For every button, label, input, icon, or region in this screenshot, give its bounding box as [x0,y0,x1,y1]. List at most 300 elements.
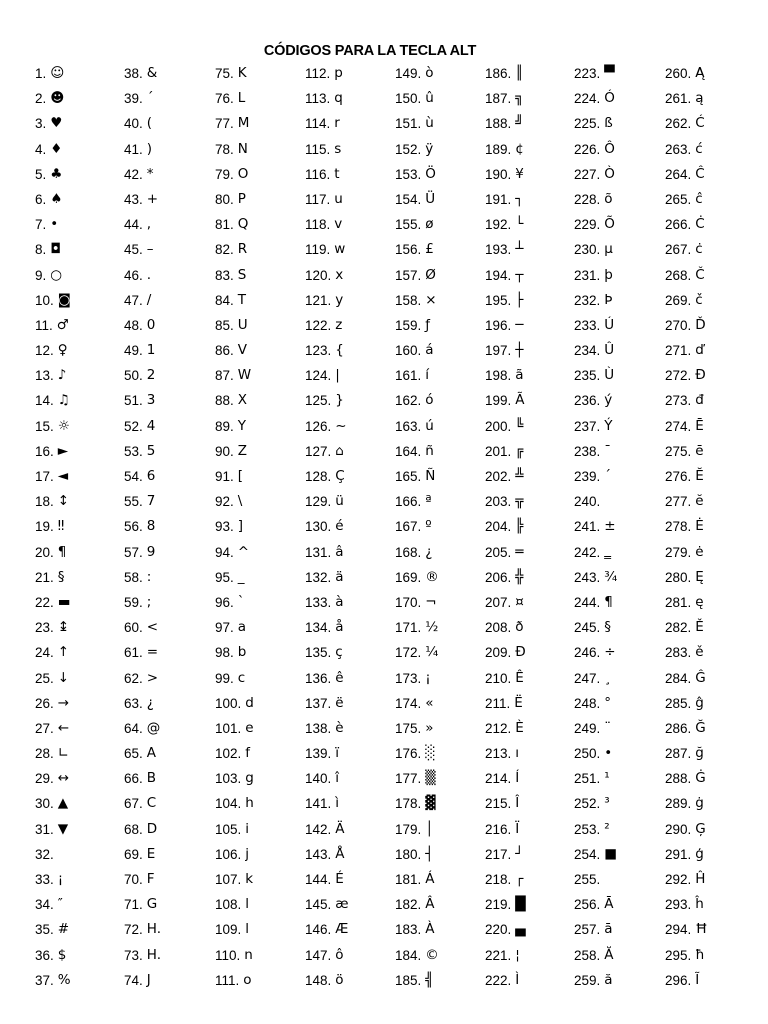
alt-code-character: Å [335,845,345,862]
alt-code-character: Ĕ [695,468,704,484]
code-entry [35,111,125,136]
code-entry [35,489,125,514]
code-entry [665,338,755,363]
alt-code-character: * [146,165,154,182]
alt-code-character: ▲ [57,795,69,812]
alt-code-character: È [515,719,524,736]
alt-code-character: ġ [695,795,704,812]
alt-code-character: ¤ [515,593,524,610]
alt-code-character: v [334,216,343,233]
alt-code-number: 19. [35,519,54,535]
alt-code-character: ` [237,593,245,610]
code-entry [485,61,575,86]
code-entry [124,263,214,288]
alt-code-character: Î [515,795,520,812]
code-entry [35,590,125,615]
code-entry [124,817,214,842]
alt-code-character: ╠ [515,518,524,535]
alt-code-character: Ë [514,694,523,711]
code-entry [124,917,214,942]
alt-code-character: Á [425,871,435,887]
alt-code-number: 89. [215,418,234,434]
alt-code-number: 147. [305,947,332,963]
alt-code-character: Ì [515,971,520,988]
alt-code-character: } [335,392,344,409]
alt-code-character: 6 [146,468,156,484]
code-entry [665,716,755,741]
alt-code-character: Q [237,216,249,233]
alt-code-number: 244. [574,594,601,610]
alt-code-character: T [237,291,247,308]
alt-code-number: 24. [35,645,54,661]
code-entry [35,640,125,665]
code-entry [35,414,125,439]
alt-code-number: 256. [574,897,601,913]
alt-code-number: 152. [395,141,422,157]
alt-code-character: f [245,745,251,762]
alt-code-number: 70. [124,872,143,887]
alt-code-character: ā [604,921,613,938]
alt-code-character: Ã [515,392,525,409]
alt-codes-table [0,61,768,1001]
alt-code-character: o [243,971,252,988]
code-entry [215,263,305,288]
alt-code-number: 185. [395,972,422,988]
alt-code-character: [ [237,468,244,484]
alt-code-number: 242. [574,544,601,560]
code-entry [305,842,395,867]
alt-code-number: 293. [665,897,692,913]
alt-code-character: ð [515,619,524,636]
alt-code-number: 268. [665,267,692,283]
alt-code-number: 231. [574,267,601,283]
alt-code-character: ĥ [695,896,704,913]
alt-code-number: 17. [35,469,54,484]
alt-code-number: 95. [215,569,234,585]
code-entry [395,640,485,665]
alt-code-number: 213. [485,746,512,762]
code-entry [485,943,575,968]
alt-code-character: 9 [146,543,156,560]
code-entry [305,212,395,237]
alt-code-character: Đ [695,367,706,384]
alt-code-character: Ý [604,417,613,434]
alt-code-number: 148. [305,972,332,988]
alt-code-number: 141. [305,796,332,812]
alt-code-character: ó [425,392,434,409]
code-entry [124,892,214,917]
alt-code-number: 179. [395,821,422,837]
code-entry [215,867,305,892]
alt-code-number: 214. [485,771,512,787]
codes-column [305,61,395,993]
code-entry [305,917,395,942]
alt-code-number: 222. [485,972,512,988]
alt-code-number: 23. [35,620,54,636]
code-entry [215,666,305,691]
alt-code-character: ♦ [50,140,63,157]
alt-code-character: Û [604,342,615,359]
alt-code-character: W [237,367,252,384]
alt-code-number: 171. [395,620,422,636]
alt-code-number: 193. [485,242,512,258]
alt-code-character: õ [604,190,613,207]
alt-code-character: N [237,140,248,157]
alt-code-character: d [245,694,254,711]
code-entry [665,615,755,640]
alt-code-number: 34. [35,897,54,913]
alt-code-number: 167. [395,519,422,535]
alt-code-character: Ģ [695,820,706,837]
alt-code-character: ģ [695,845,704,862]
alt-code-character: █ [515,896,526,913]
alt-code-number: 249. [574,720,601,736]
alt-code-character: U [237,316,248,333]
alt-code-character: ♣ [50,165,63,182]
code-entry [124,540,214,565]
code-entry [485,464,575,489]
alt-code-number: 38. [124,66,143,81]
alt-code-number: 25. [35,670,54,686]
code-entry [395,741,485,766]
alt-code-number: 103. [215,771,242,787]
alt-code-character: h [245,795,254,812]
alt-code-character: © [425,946,439,963]
code-entry [124,867,214,892]
code-entry [124,237,214,262]
alt-code-number: 43. [124,191,143,207]
alt-code-character: Ħ [695,921,708,938]
alt-code-number: 130. [305,519,332,535]
alt-code-character: ↕ [57,493,70,510]
code-entry [215,414,305,439]
alt-code-number: 4. [35,141,47,157]
alt-code-character: ╝ [515,115,524,132]
code-entry [124,691,214,716]
code-entry [574,263,664,288]
alt-code-character: ↑ [57,644,70,661]
alt-code-number: 78. [215,141,234,157]
codes-column [215,61,305,993]
code-entry [215,968,305,993]
alt-code-number: 10. [35,292,54,308]
alt-code-character: À [425,921,435,938]
alt-code-number: 102. [215,746,242,762]
code-entry [305,540,395,565]
alt-code-number: 281. [665,594,692,610]
code-entry [574,338,664,363]
code-entry [35,464,125,489]
alt-code-number: 289. [665,796,692,812]
code-entry [305,388,395,413]
code-entry [665,464,755,489]
code-entry [485,388,575,413]
alt-code-character: ■ [604,845,618,862]
alt-code-number: 36. [35,947,54,963]
alt-code-number: 93. [215,519,234,535]
code-entry [574,842,664,867]
alt-code-number: 163. [395,418,422,434]
alt-code-number: 178. [395,796,422,812]
alt-code-number: 292. [665,872,692,887]
code-entry [305,363,395,388]
code-entry [305,86,395,111]
alt-code-number: 219. [485,897,512,913]
alt-code-character: D [146,820,158,837]
alt-code-number: 91. [215,469,234,484]
alt-code-number: 291. [665,846,692,862]
alt-code-character: ÷ [604,644,616,661]
code-entry [215,137,305,162]
alt-code-number: 173. [395,670,422,686]
alt-code-number: 64. [124,720,143,736]
code-entry [35,86,125,111]
alt-code-character: Ă [604,946,614,963]
code-entry [215,565,305,590]
alt-code-number: 88. [215,393,234,409]
code-entry [485,111,575,136]
alt-code-number: 55. [124,494,143,510]
code-entry [574,61,664,86]
alt-code-number: 156. [395,242,422,258]
code-entry [124,86,214,111]
alt-code-number: 15. [35,418,54,434]
alt-code-character: 3 [146,392,156,409]
code-entry [665,514,755,539]
alt-code-number: 196. [485,317,512,333]
alt-code-character: B [146,770,157,787]
alt-code-character: é [335,518,344,535]
alt-code-number: 85. [215,317,234,333]
code-entry [305,439,395,464]
alt-code-number: 188. [485,116,512,132]
alt-code-number: 276. [665,469,692,484]
alt-code-character: ♥ [50,115,63,132]
alt-code-character: ¯ [604,442,612,459]
code-entry [305,766,395,791]
alt-code-number: 243. [574,569,601,585]
alt-code-number: 204. [485,519,512,535]
alt-code-character: a [237,619,247,636]
alt-code-character: g [245,770,254,787]
code-entry [574,439,664,464]
alt-code-character: × [425,291,437,308]
alt-code-character: ┬ [515,266,524,283]
code-entry [665,842,755,867]
code-entry [485,892,575,917]
code-entry [215,791,305,816]
alt-code-number: 251. [574,771,601,787]
alt-code-number: 143. [305,846,332,862]
alt-code-number: 75. [215,66,234,81]
alt-code-character: ö [335,971,344,988]
code-entry [35,263,125,288]
alt-code-character: ╦ [515,493,524,510]
code-entry [485,716,575,741]
code-entry [305,943,395,968]
alt-code-number: 225. [574,116,601,132]
alt-code-character: | [335,367,340,384]
alt-code-character: ♀ [57,342,68,359]
alt-code-number: 71. [124,897,143,913]
code-entry [485,590,575,615]
alt-code-character: ç [335,644,343,661]
code-entry [305,691,395,716]
code-entry [395,338,485,363]
alt-code-character: Ğ [695,719,706,736]
alt-code-number: 287. [665,746,692,762]
code-entry [665,237,755,262]
code-entry [395,842,485,867]
alt-code-number: 31. [35,821,54,837]
code-entry [665,489,755,514]
alt-code-character: ─ [515,316,524,333]
code-entry [305,968,395,993]
alt-code-number: 228. [574,191,601,207]
alt-code-number: 217. [485,846,512,862]
alt-code-character: Ć [695,115,705,132]
code-entry [35,540,125,565]
alt-code-character: Ď [695,316,706,333]
alt-code-character: Ĉ [695,165,705,182]
alt-code-number: 14. [35,393,54,409]
alt-code-character: Ą [695,65,705,81]
code-entry [124,766,214,791]
code-entry [305,867,395,892]
alt-code-character: ý [604,392,613,409]
alt-code-number: 234. [574,343,601,359]
alt-code-number: 207. [485,594,512,610]
code-entry [665,439,755,464]
code-entry [35,716,125,741]
alt-code-number: 296. [665,972,692,988]
code-entry [35,514,125,539]
code-entry [35,842,125,867]
alt-code-number: 100. [215,695,242,711]
alt-code-character: ▼ [57,820,69,837]
code-entry [215,111,305,136]
alt-code-number: 191. [485,191,512,207]
alt-code-number: 101. [215,720,242,736]
alt-code-character: b [237,644,247,661]
alt-code-character: è [335,719,344,736]
alt-code-number: 60. [124,620,143,636]
alt-code-character: Ø [425,266,436,283]
code-entry [485,439,575,464]
code-entry [395,263,485,288]
alt-code-character: 7 [146,493,156,510]
code-entry [574,414,664,439]
alt-code-number: 72. [124,922,143,938]
code-entry [35,943,125,968]
alt-code-number: 209. [485,645,512,661]
alt-code-character: ═ [515,543,524,560]
code-entry [305,263,395,288]
code-entry [35,313,125,338]
alt-code-number: 50. [124,368,143,384]
alt-code-number: 3. [35,116,47,132]
alt-code-character: ‗ [604,543,612,560]
code-entry [395,817,485,842]
alt-code-character: 0 [146,316,156,333]
alt-code-character: Ù [604,367,615,384]
alt-code-number: 115. [305,141,331,157]
alt-code-character: ù [425,115,434,132]
alt-code-character: ┐ [515,190,524,207]
alt-code-number: 175. [395,720,422,736]
alt-code-number: 189. [485,141,512,157]
alt-code-character: ] [237,518,244,535]
alt-code-character: ┌ [515,871,524,887]
code-entry [665,590,755,615]
code-entry [574,514,664,539]
alt-code-number: 245. [574,620,601,636]
alt-code-number: 104. [215,796,242,812]
code-entry [124,137,214,162]
alt-code-number: 114. [305,116,331,132]
alt-code-character: Ę [695,568,704,585]
code-entry [215,640,305,665]
alt-code-number: 208. [485,620,512,636]
code-entry [35,187,125,212]
alt-code-character: ã [515,367,524,384]
alt-code-character: ← [57,719,70,736]
alt-code-character: ► [57,442,69,459]
alt-code-character: ô [335,946,344,963]
code-entry [124,363,214,388]
code-entry [124,565,214,590]
code-entry [395,691,485,716]
alt-code-number: 66. [124,771,143,787]
alt-code-number: 99. [215,670,234,686]
alt-code-number: 123. [305,343,332,359]
code-entry [395,388,485,413]
code-entry [215,590,305,615]
alt-code-character: ┘ [515,845,524,862]
alt-code-number: 220. [485,922,512,938]
code-entry [215,439,305,464]
code-entry [124,640,214,665]
code-entry [305,464,395,489]
code-entry [35,388,125,413]
alt-code-number: 124. [305,368,332,384]
alt-code-number: 8. [35,242,47,258]
alt-code-character: ┤ [425,845,434,862]
alt-code-character: å [335,619,344,636]
alt-code-number: 56. [124,519,143,535]
alt-code-character: H. [146,921,161,938]
alt-code-number: 90. [215,443,234,459]
alt-code-number: 59. [124,594,143,610]
alt-code-number: 180. [395,846,422,862]
code-entry [665,414,755,439]
alt-code-number: 127. [305,443,332,459]
alt-code-character: ė [695,543,704,560]
alt-code-character: ä [335,568,344,585]
code-entry [35,61,125,86]
code-entry [395,137,485,162]
alt-code-number: 202. [485,469,512,484]
alt-code-character: ♪ [57,367,67,384]
code-entry [485,363,575,388]
alt-code-character: % [57,971,71,988]
code-entry [35,666,125,691]
alt-code-character: µ [604,241,613,258]
alt-code-character: w [334,241,346,258]
alt-code-number: 168. [395,544,422,560]
code-entry [485,540,575,565]
alt-code-character: e [245,719,254,736]
